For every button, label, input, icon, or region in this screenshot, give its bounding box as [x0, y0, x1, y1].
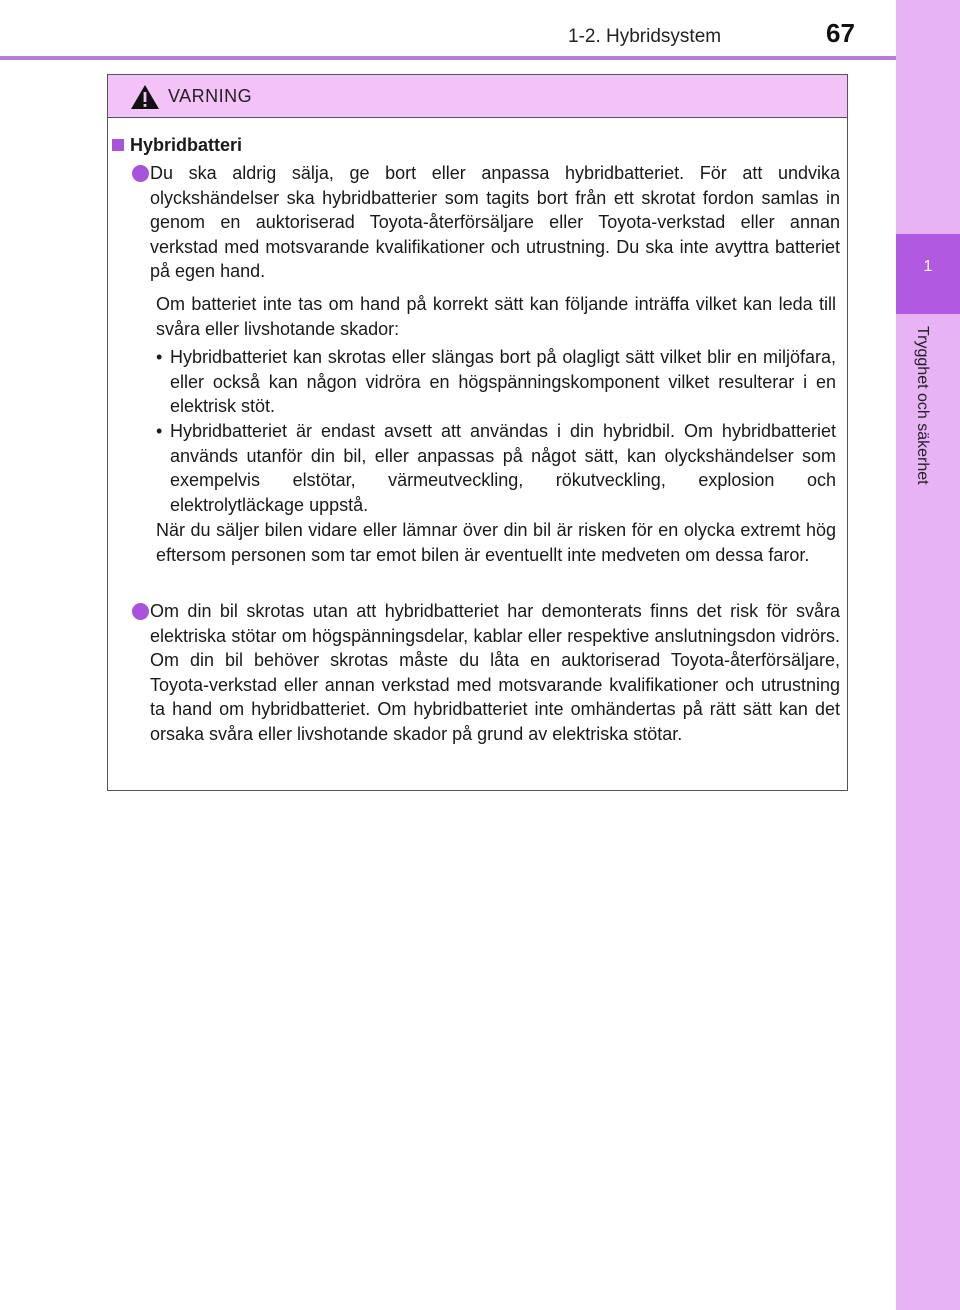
round-bullet-icon: [132, 603, 149, 620]
sale-warning: När du säljer bilen vidare eller lämnar över din bil är risken för en olycka extremt hög eftersom personen som tar emot bilen är eventuellt inte medveten om dessa faror.: [156, 520, 836, 565]
warning-box: [107, 74, 848, 791]
warning-triangle-icon: [130, 84, 160, 110]
square-bullet-icon: [112, 139, 124, 151]
chapter-marker: [896, 234, 960, 314]
dash-bullet: •: [156, 347, 163, 367]
section-title: 1-2. Hybridsystem: [568, 26, 722, 47]
chapter-side-tab: [896, 0, 960, 1310]
warning-paragraph: Du ska aldrig sälja, ge bort eller anpassa hybridbatteriet. För att undvika olyckshändelser ska hybridbatterier som tagits bort från ett skrotat fordon samlas in genom en auktoriserad Toyota-återförsäljare eller Toyota-verkstad eller annan verkstad med motsvarande kvalifikationer och utrustning. Du ska inte avyttra batteriet på egen hand.: [150, 163, 840, 282]
section-heading: [112, 135, 242, 156]
list-item: [156, 419, 836, 517]
warning-paragraph: Om din bil skrotas utan att hybridbatteriet har demonterats finns det risk för svåra elektriska stötar om högspänningsdelar, kablar eller respektive anslutningsdon vidrörs. Om din bil behöver skrotas måste du låta en auktoriserad Toyota-återförsäljare, Toyota-verkstad eller annan verkstad med motsvarande kvalifikationer och utrustning ta hand om hybridbatteriet. Om hybridbatteriet inte omhändertas på rätt sätt kan det orsaka svåra eller livshotande skador på grund av elektriska stötar.: [150, 601, 840, 744]
section-heading-text: Hybridbatteri: [130, 135, 243, 155]
warning-header: [108, 75, 847, 118]
dash-bullet: •: [156, 421, 163, 441]
chapter-number: 1: [923, 258, 933, 275]
chapter-title: Trygghet och säkerhet: [914, 326, 931, 485]
list-item: [156, 345, 836, 419]
warning-title: VARNING: [168, 86, 253, 106]
list-item-text: Hybridbatteriet kan skrotas eller slängas bort på olagligt sätt vilket blir en miljöfara, eller också kan någon vidröra en högspänningskomponent vilket resulterar i en elektrisk stöt.: [170, 347, 836, 417]
list-item-text: Hybridbatteriet är endast avsett att användas i din hybridbil. Om hybridbatteriet används utanför din bil, eller anpassas på något sätt, kan olyckshändelser som exempelvis elstötar, värmeutveckling, rökutveckling, explosion och elektrolytläckage uppstå.: [170, 421, 836, 515]
page-number: 67: [826, 18, 855, 48]
header-rule: [0, 56, 896, 60]
round-bullet-icon: [132, 165, 149, 182]
consequence-intro: Om batteriet inte tas om hand på korrekt sätt kan följande inträffa vilket kan leda till svåra eller livshotande skador:: [156, 294, 836, 339]
